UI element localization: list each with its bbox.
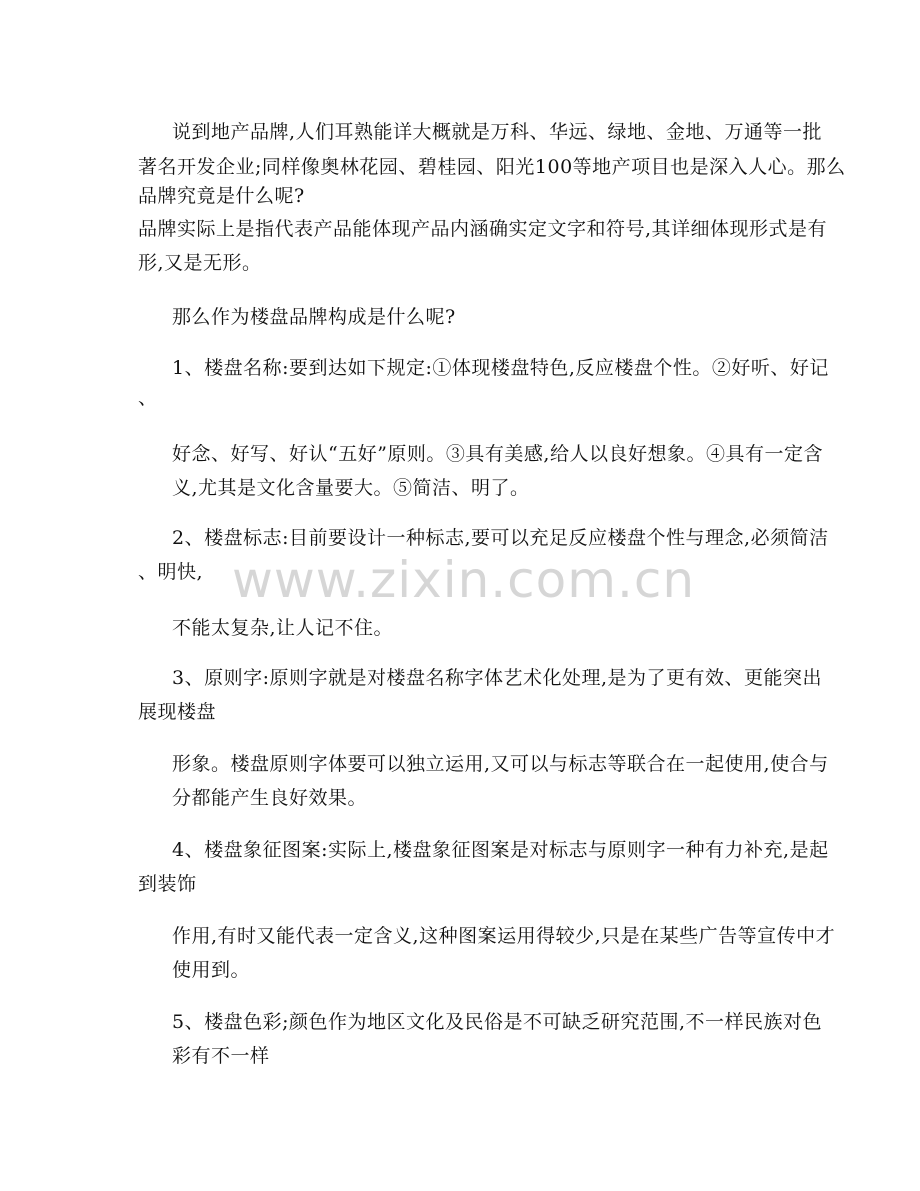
item5-line-2: 彩有不一样 [172, 1045, 270, 1067]
item1-line-3: 好念、好写、好认“五好”原则。③具有美感,给人以良好想象。④具有一定含 [172, 443, 823, 465]
item3-line-3: 形象。楼盘原则字体要可以独立运用,又可以与标志等联合在一起使用,使合与 [172, 753, 829, 775]
item2-line-2: 、明快, [138, 561, 204, 583]
item1-line-4: 义,尤其是文化含量要大。⑤简洁、明了。 [172, 477, 530, 499]
watermark: www.zixin.com.cn [232, 551, 696, 609]
intro-line-2: 著名开发企业;同样像奥林花园、碧桂园、阳光100等地产项目也是深入人心。那么 [138, 156, 846, 178]
intro-line-1: 说到地产品牌,人们耳熟能详大概就是万科、华远、绿地、金地、万通等一批 [172, 121, 823, 143]
question-line: 那么作为楼盘品牌构成是什么呢? [172, 306, 456, 328]
item3-line-2: 展现楼盘 [138, 701, 217, 723]
item1-line-1: 1、楼盘名称:要到达如下规定:①体现楼盘特色,反应楼盘个性。②好听、好记 [172, 357, 829, 379]
item3-line-1: 3、原则字:原则字就是对楼盘名称字体艺术化处理,是为了更有效、更能突出 [172, 667, 823, 689]
definition-line-1: 品牌实际上是指代表产品能体现产品内涵确实定文字和符号,其详细体现形式是有 [138, 218, 828, 240]
item4-line-1: 4、楼盘象征图案:实际上,楼盘象征图案是对标志与原则字一种有力补充,是起 [172, 839, 829, 861]
definition-line-2: 形,又是无形。 [138, 252, 262, 274]
item1-line-2: 、 [138, 387, 158, 409]
item4-line-4: 使用到。 [172, 959, 251, 981]
intro-line-3: 品牌究竟是什么呢? [138, 185, 305, 207]
item4-line-2: 到装饰 [138, 873, 197, 895]
item2-line-3: 不能太复杂,让人记不住。 [172, 617, 394, 639]
item5-line-1: 5、楼盘色彩;颜色作为地区文化及民俗是不可缺乏研究范围,不一样民族对色 [172, 1011, 823, 1033]
item3-line-4: 分都能产生良好效果。 [172, 787, 368, 809]
item2-line-1: 2、楼盘标志:目前要设计一种标志,要可以充足反应楼盘个性与理念,必须简洁 [172, 527, 829, 549]
item4-line-3: 作用,有时又能代表一定含义,这种图案运用得较少,只是在某些广告等宣传中才 [172, 925, 836, 947]
